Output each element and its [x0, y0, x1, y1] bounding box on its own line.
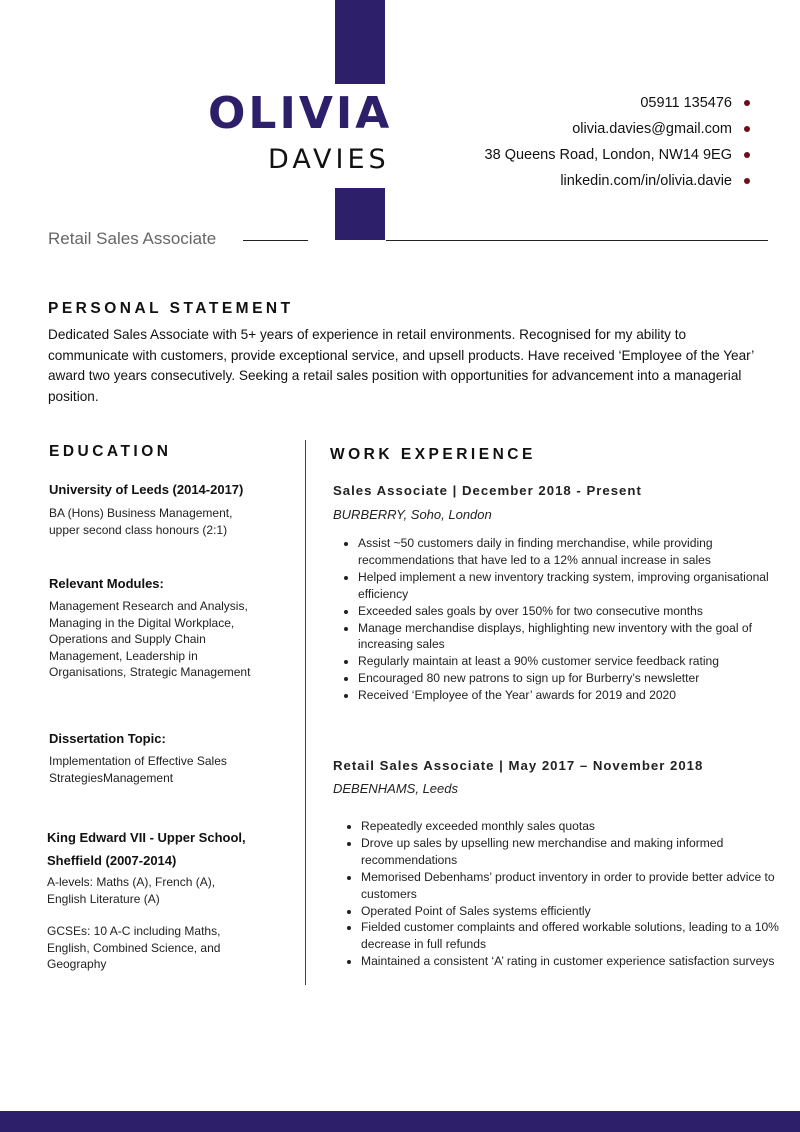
list-item: • Memorised Debenhams’ product inventory in order to provide better advice to customers — [361, 869, 800, 903]
bullet-dot-icon — [744, 126, 750, 132]
list-item: • Fielded customer complaints and offered workable solutions, leading to a 10% decrease in full refunds — [361, 919, 800, 953]
list-item: • Manage merchandise displays, highlighting new inventory with the goal of increasing sales — [358, 620, 798, 654]
education-heading: EDUCATION — [49, 443, 172, 460]
university-name: University of Leeds (2014-2017) — [49, 482, 244, 497]
contact-email — [410, 116, 750, 142]
personal-statement-heading: PERSONAL STATEMENT — [48, 300, 294, 317]
job-bullets-2 — [337, 818, 800, 970]
top-accent-bar — [335, 0, 385, 84]
footer-bar — [0, 1111, 800, 1132]
divider — [243, 240, 308, 241]
contact-address — [410, 142, 750, 168]
contact-list — [410, 90, 750, 194]
bullet-dot-icon — [744, 100, 750, 106]
divider — [386, 240, 768, 241]
contact-linkedin — [410, 168, 750, 194]
degree-text: BA (Hons) Business Management, upper second class honours (2:1) — [49, 506, 233, 537]
contact-address-text: 38 Queens Road, London, NW14 9EG — [484, 147, 732, 163]
job-title-2: Retail Sales Associate | May 2017 – November 2018 — [333, 758, 704, 773]
lower-accent-block — [335, 188, 385, 240]
list-item: • Helped implement a new inventory tracking system, improving organisational efficiency — [358, 569, 798, 603]
bullet-dot-icon — [744, 178, 750, 184]
gcses-text: GCSEs: 10 A-C including Maths, English, Combined Science, and Geography — [47, 924, 221, 971]
contact-linkedin-text: linkedin.com/in/olivia.davie — [560, 173, 732, 189]
list-item: • Assist ~50 customers daily in finding merchandise, while providing recommendations that have led to a 12% annual increase in sales — [358, 535, 798, 569]
job-title: Retail Sales Associate — [48, 229, 217, 248]
list-item: • Repeatedly exceeded monthly sales quotas — [361, 818, 800, 835]
work-experience-heading: WORK EXPERIENCE — [330, 446, 536, 463]
job-company-2: DEBENHAMS, Leeds — [333, 781, 458, 796]
personal-statement-text: Dedicated Sales Associate with 5+ years of experience in retail environments. Recognised for my ability to communicate with customers, provide exceptional service, and upsell products. Have received ‘Employee of the Year’ award two years consecutively. Seeking a retail sales position with opportunities for advancement into a managerial position. — [48, 327, 754, 404]
modules-heading: Relevant Modules: — [49, 576, 164, 591]
list-item: • Regularly maintain at least a 90% customer service feedback rating — [358, 653, 798, 670]
list-item: • Exceeded sales goals by over 150% for two consecutive months — [358, 603, 798, 620]
dissertation-text: Implementation of Effective Sales StrategiesManagement — [49, 754, 227, 785]
first-name: OLIVIA — [208, 88, 393, 139]
contact-phone — [410, 90, 750, 116]
job-title-1: Sales Associate | December 2018 - Present — [333, 483, 642, 498]
list-item: • Encouraged 80 new patrons to sign up for Burberry’s newsletter — [358, 670, 798, 687]
list-item: • Operated Point of Sales systems efficiently — [361, 903, 800, 920]
contact-phone-text: 05911 135476 — [640, 95, 732, 111]
job-company-1: BURBERRY, Soho, London — [333, 507, 492, 522]
column-divider — [305, 440, 306, 985]
bullet-dot-icon — [744, 152, 750, 158]
list-item: • Maintained a consistent ‘A’ rating in customer experience satisfaction surveys — [361, 953, 800, 970]
list-item: • Received ‘Employee of the Year’ awards for 2019 and 2020 — [358, 687, 798, 704]
dissertation-heading: Dissertation Topic: — [49, 731, 166, 746]
job-bullets-1 — [334, 535, 798, 704]
school-name: King Edward VII - Upper School, Sheffield (2007-2014) — [47, 830, 246, 868]
list-item: • Drove up sales by upselling new merchandise and making informed recommendations — [361, 835, 800, 869]
alevels-text: A-levels: Maths (A), French (A), English Literature (A) — [47, 875, 216, 906]
contact-email-text: olivia.davies@gmail.com — [572, 121, 732, 137]
last-name: DAVIES — [268, 144, 390, 175]
modules-text: Management Research and Analysis, Managing in the Digital Workplace, Operations and Supply Chain Management, Leadership in Organisations, Strategic Management — [49, 599, 251, 679]
